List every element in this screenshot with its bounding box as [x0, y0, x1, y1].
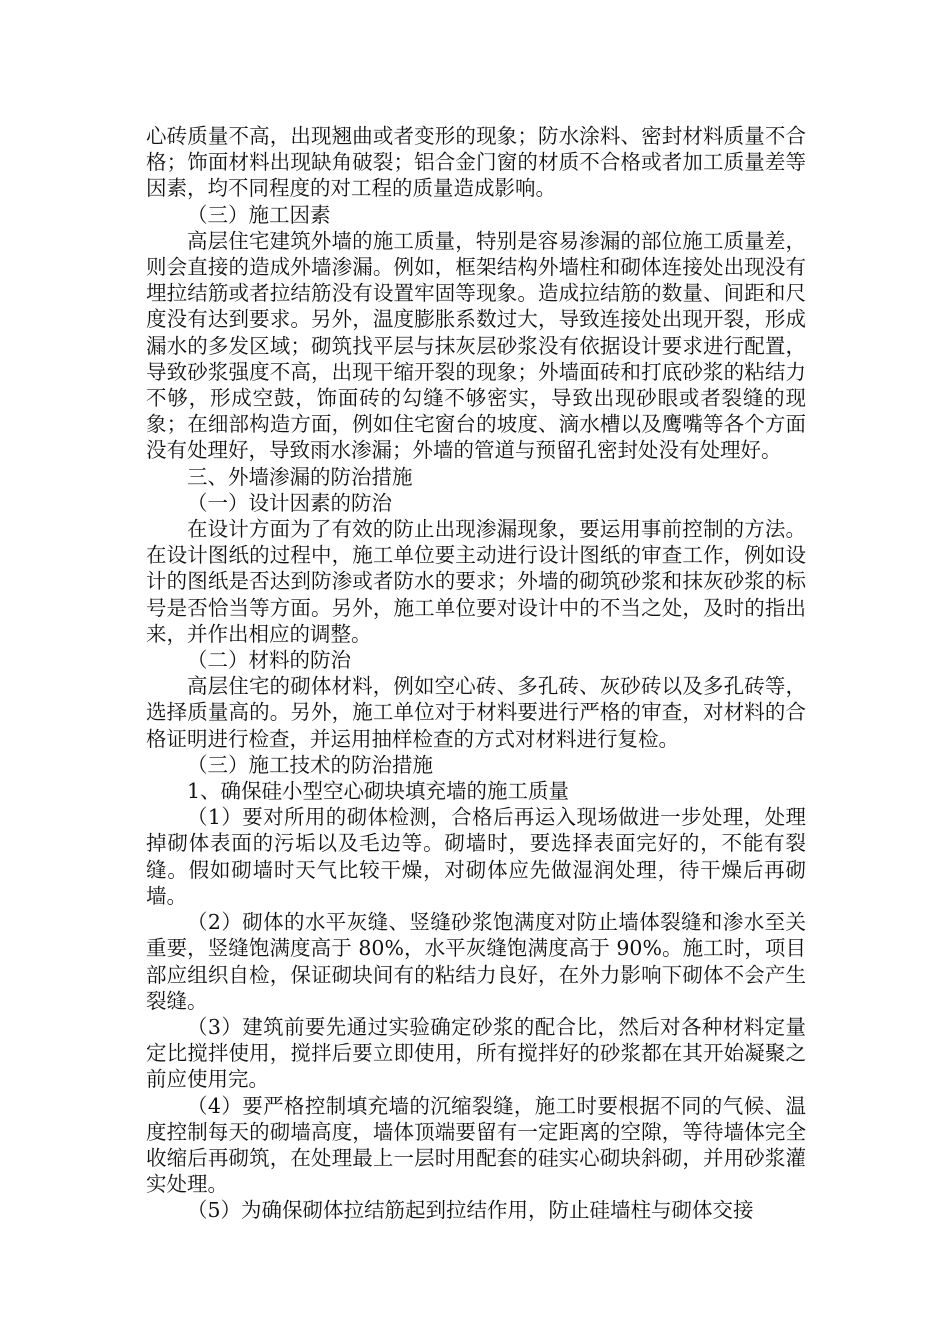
- paragraph-item-3: （3）建筑前要先通过实验确定砂浆的配合比，然后对各种材料定量定比搅拌使用，搅拌后要立即使用，所有搅拌好的砂浆都在其开始凝聚之前应使用完。: [146, 1014, 806, 1092]
- heading-section-3: 三、外墙渗漏的防治措施: [187, 464, 413, 489]
- heading-construction-factors: （三）施工因素: [187, 202, 331, 227]
- paragraph-item-5: （5）为确保砌体拉结筋起到拉结作用，防止硅墙柱与砌体交接: [187, 1198, 754, 1223]
- paragraph-item-4: （4）要严格控制填充墙的沉缩裂缝，施工时要根据不同的气候、温度控制每天的砌墙高度，墙体顶端要留有一定距离的空隙，等待墙体完全收缩后再砌筑，在处理最上一层时用配套的硅实心砌块斜砌，并用砂浆灌实处理。: [146, 1093, 806, 1197]
- heading-construction-technique: （三）施工技术的防治措施: [187, 752, 433, 777]
- document-body: [146, 123, 806, 1224]
- paragraph-material-prevention: 高层住宅的砌体材料，例如空心砖、多孔砖、灰砂砖以及多孔砖等，选择质量高的。另外，施工单位对于材料要进行严格的审查，对材料的合格证明进行检查，并运用抽样检查的方式对材料进行复检。: [146, 674, 806, 751]
- heading-infill-wall-quality: 1、确保硅小型空心砌块填充墙的施工质量: [187, 779, 570, 804]
- heading-design-prevention: （一）设计因素的防治: [187, 490, 392, 515]
- paragraph-material-continuation: 心砖质量不高，出现翘曲或者变形的现象；防水涂料、密封材料质量不合格；饰面材料出现缺角破裂；铝合金门窗的材质不合格或者加工质量差等因素，均不同程度的对工程的质量造成影响。: [146, 124, 806, 201]
- paragraph-item-2: （2）砌体的水平灰缝、竖缝砂浆饱满度对防止墙体裂缝和渗水至关重要，竖缝饱满度高于 80%，水平灰缝饱满度高于 90%。施工时，项目部应组织自检，保证砌块间有的粘结力良好，在外力影响下砌体不会产生裂缝。: [146, 910, 806, 1013]
- paragraph-item-1: （1）要对所用的砌体检测，合格后再运入现场做进一步处理，处理掉砌体表面的污垢以及毛边等。砌墙时，要选择表面完好的，不能有裂缝。假如砌墙时天气比较干燥，对砌体应先做湿润处理，待干燥后再砌墙。: [146, 805, 806, 908]
- paragraph-construction-factors: 高层住宅建筑外墙的施工质量，特别是容易渗漏的部位施工质量差，则会直接的造成外墙渗漏。例如，框架结构外墙柱和砌体连接处出现没有埋拉结筋或者拉结筋没有设置牢固等现象。造成拉结筋的数量、间距和尺度没有达到要求。另外，温度膨胀系数过大，导致连接处出现开裂，形成漏水的多发区域；砌筑找平层与抹灰层砂浆没有依据设计要求进行配置，导致砂浆强度不高，出现干缩开裂的现象；外墙面砖和打底砂浆的粘结力不够，形成空鼓，饰面砖的勾缝不够密实，导致出现砂眼或者裂缝的现象；在细部构造方面，例如住宅窗台的坡度、滴水槽以及鹰嘴等各个方面没有处理好，导致雨水渗漏；外墙的管道与预留孔密封处没有处理好。: [146, 228, 806, 463]
- heading-material-prevention: （二）材料的防治: [187, 648, 351, 673]
- paragraph-design-prevention: 在设计方面为了有效的防止出现渗漏现象，要运用事前控制的方法。在设计图纸的过程中，施工单位要主动进行设计图纸的审查工作，例如设计的图纸是否达到防渗或者防水的要求；外墙的砌筑砂浆和抹灰砂浆的标号是否恰当等方面。另外，施工单位要对设计中的不当之处，及时的指出来，并作出相应的调整。: [146, 517, 806, 646]
